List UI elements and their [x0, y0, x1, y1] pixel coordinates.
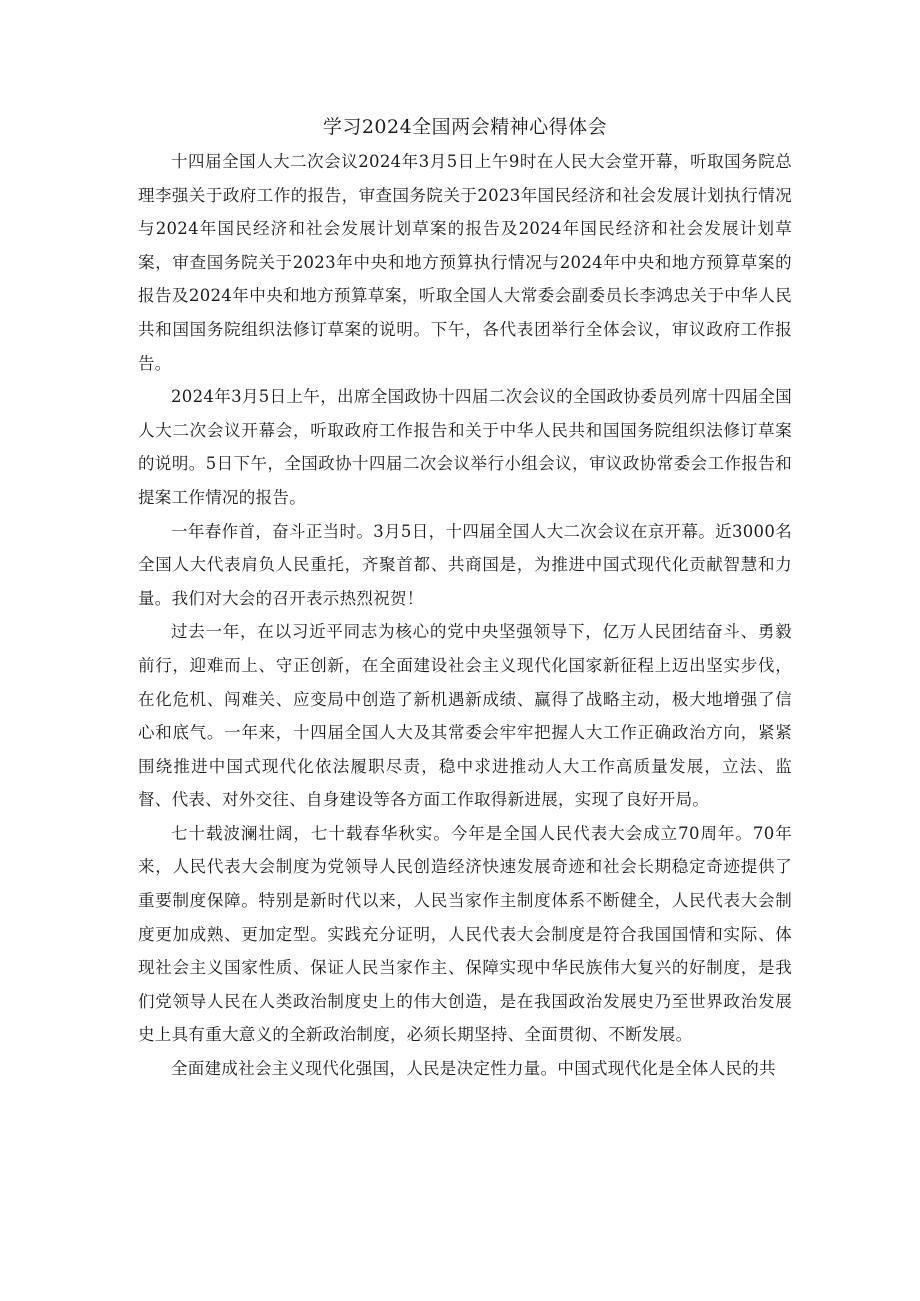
document-title: 学习2024全国两会精神心得体会 [322, 116, 608, 138]
paragraph-1: 十四届全国人大二次会议2024年3月5日上午9时在人民大会堂开幕，听取国务院总理李强关于政府工作的报告，审查国务院关于2023年国民经济和社会发展计划执行情况与2024年国民经济和社会发展计划草案的报告及2024年国民经济和社会发展计划草案，审查国务院关于2023年中央和地方预算执行情况与2024年中央和地方预算草案的报告及2024年中央和地方预算草案，听取全国人大常委会副委员长李鸿忠关于中华人民共和国国务院组织法修订草案的说明。下午，各代表团举行全体会议，审议政府工作报告。 [138, 152, 792, 373]
paragraph-2: 2024年3月5日上午，出席全国政协十四届二次会议的全国政协委员列席十四届全国人大二次会议开幕会，听取政府工作报告和关于中华人民共和国国务院组织法修订草案的说明。5日下午，全国政协十四届二次会议举行小组会议，审议政协常委会工作报告和提案工作情况的报告。 [138, 387, 792, 507]
document-body [138, 112, 792, 1086]
paragraph-6: 全面建成社会主义现代化强国，人民是决定性力量。中国式现代化是全体人民的共 [171, 1059, 776, 1079]
paragraph-4: 过去一年，在以习近平同志为核心的党中央坚强领导下，亿万人民团结奋斗、勇毅前行，迎难而上、守正创新，在全面建设社会主义现代化国家新征程上迈出坚实步伐，在化危机、闯难关、应变局中创造了新机遇新成绩、赢得了战略主动，极大地增强了信心和底气。一年来，十四届全国人大及其常委会牢牢把握人大工作正确政治方向，紧紧围绕推进中国式现代化依法履职尽责，稳中求进推动人大工作高质量发展，立法、监督、代表、对外交往、自身建设等各方面工作取得新进展，实现了良好开局。 [138, 622, 792, 810]
paragraph-3: 一年春作首，奋斗正当时。3月5日，十四届全国人大二次会议在京开幕。近3000名全国人大代表肩负人民重托，齐聚首都、共商国是，为推进中国式现代化贡献智慧和力量。我们对大会的召开表示热烈祝贺！ [138, 521, 792, 608]
paragraph-5: 七十载波澜壮阔，七十载春华秋实。今年是全国人民代表大会成立70周年。70年来，人民代表大会制度为党领导人民创造经济快速发展奇迹和社会长期稳定奇迹提供了重要制度保障。特别是新时代以来，人民当家作主制度体系不断健全，人民代表大会制度更加成熟、更加定型。实践充分证明，人民代表大会制度是符合我国国情和实际、体现社会主义国家性质、保证人民当家作主、保障实现中华民族伟大复兴的好制度，是我们党领导人民在人类政治制度史上的伟大创造，是在我国政治发展史乃至世界政治发展史上具有重大意义的全新政治制度，必须长期坚持、全面贯彻、不断发展。 [138, 823, 792, 1045]
